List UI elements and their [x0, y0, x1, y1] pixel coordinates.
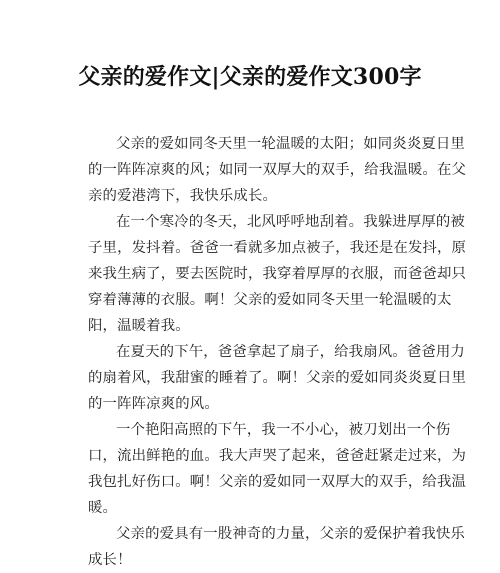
article-paragraph: 父亲的爱具有一股神奇的力量，父亲的爱保护着我快乐成长！: [88, 526, 465, 568]
article-paragraph: 在一个寒冷的冬天，北风呼呼地刮着。我躲进厚厚的被子里，发抖着。爸爸一看就多加点被子，我还是在发抖，原来我生病了，要去医院时，我穿着厚厚的衣服，而爸爸却只穿着薄薄的衣服。啊！父亲的爱如同冬天里一轮温暖的太阳，温暖着我。: [88, 214, 467, 334]
article-paragraph: 在夏天的下午，爸爸拿起了扇子，给我扇风。爸爸用力的扇着风，我甜蜜的睡着了。啊！父亲的爱如同炎炎夏日里的一阵阵凉爽的风。: [88, 344, 467, 412]
article-paragraph: 父亲的爱如同冬天里一轮温暖的太阳；如同炎炎夏日里的一阵阵凉爽的风；如同一双厚大的双手，给我温暖。在父亲的爱港湾下，我快乐成长。: [88, 136, 467, 204]
article-title: 父亲的爱作文|父亲的爱作文300字: [78, 64, 422, 90]
article-paragraph: 一个艳阳高照的下午，我一不小心，被刀划出一个伤口，流出鲜艳的血。我大声哭了起来，爸爸赶紧走过来，为我包扎好伤口。啊！父亲的爱如同一双厚大的双手，给我温暖。: [88, 422, 467, 516]
article-body: [88, 131, 470, 573]
